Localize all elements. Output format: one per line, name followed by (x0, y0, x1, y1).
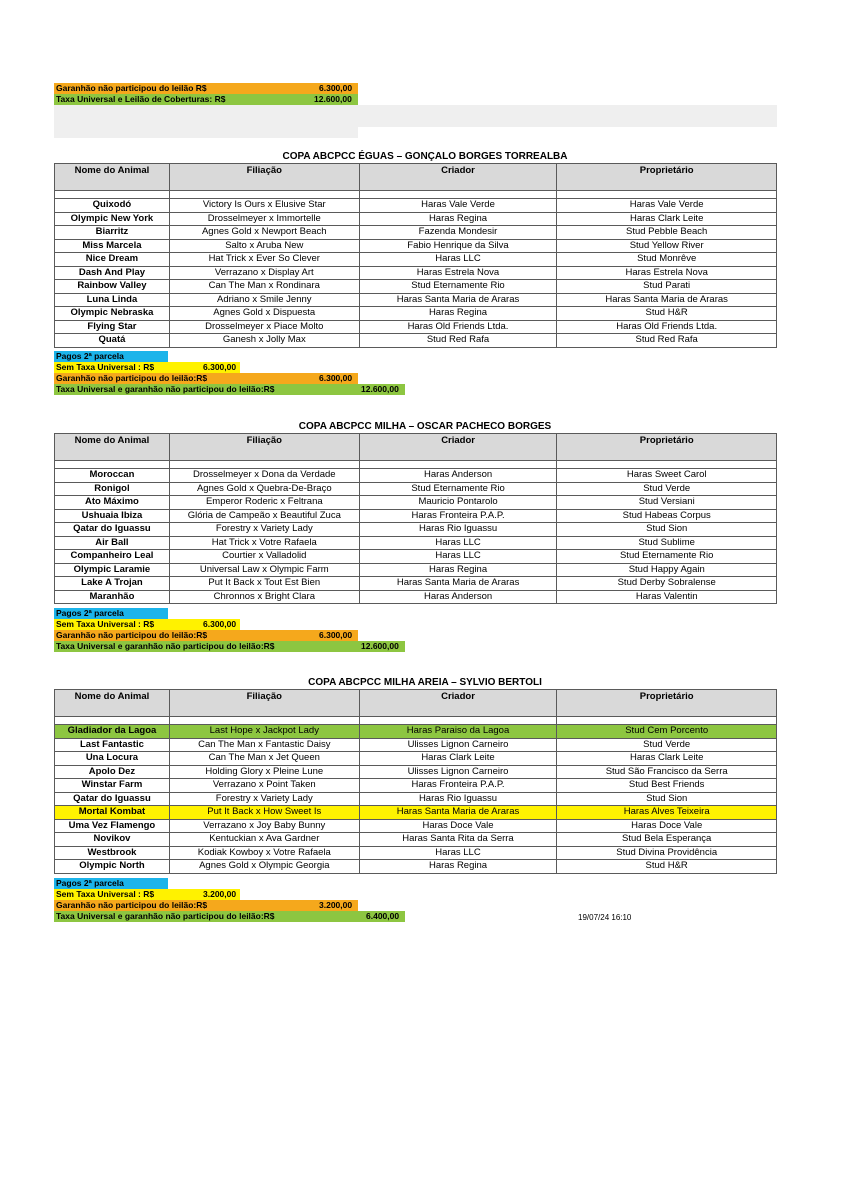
criador-cell: Haras Clark Leite (359, 752, 557, 766)
top-taxa-row (54, 94, 358, 105)
animal-name-cell: Miss Marcela (55, 239, 170, 253)
filiacao-cell: Hat Trick x Ever So Clever (169, 253, 359, 267)
table-row (55, 792, 777, 806)
table-row (55, 536, 777, 550)
top-garanhao-label: Garanhão não participou do leilão R$ (56, 83, 207, 93)
section-title-milha: COPA ABCPCC MILHA – OSCAR PACHECO BORGES (298, 421, 552, 432)
proprietario-cell: Haras Clark Leite (557, 212, 777, 226)
table-row (55, 320, 777, 334)
animal-name-cell: Uma Vez Flamengo (55, 819, 170, 833)
animal-name-cell: Olympic Laramie (55, 563, 170, 577)
filiacao-cell: Glória de Campeão x Beautiful Zuca (169, 509, 359, 523)
table-row (55, 846, 777, 860)
table-row (55, 293, 777, 307)
table-row (55, 833, 777, 847)
table-row (55, 199, 777, 213)
proprietario-cell: Stud Sion (557, 792, 777, 806)
filiacao-cell: Put It Back x Tout Est Bien (169, 577, 359, 591)
proprietario-cell: Stud H&R (557, 860, 777, 874)
filiacao-cell: Ganesh x Jolly Max (169, 334, 359, 348)
filiacao-cell: Adriano x Smile Jenny (169, 293, 359, 307)
spacer-row (55, 717, 777, 725)
criador-cell: Haras Paraiso da Lagoa (359, 725, 557, 739)
proprietario-cell: Stud Yellow River (557, 239, 777, 253)
criador-cell: Haras Regina (359, 307, 557, 321)
filiacao-cell: Can The Man x Fantastic Daisy (169, 738, 359, 752)
table-row (55, 239, 777, 253)
table-row (55, 280, 777, 294)
proprietario-cell: Stud Pebble Beach (557, 226, 777, 240)
table-row (55, 523, 777, 537)
table-row (55, 590, 777, 604)
filiacao-cell: Agnes Gold x Dispuesta (169, 307, 359, 321)
legend-sem-taxa: Sem Taxa Universal : R$ 3.200,00 (54, 889, 240, 900)
legend-garanhao: Garanhão não participou do leilão:R$ 3.200,00 (54, 900, 358, 911)
filiacao-cell: Last Hope x Jackpot Lady (169, 725, 359, 739)
animal-name-cell: Companheiro Leal (55, 550, 170, 564)
proprietario-cell: Stud Cem Porcento (557, 725, 777, 739)
filiacao-cell: Drosselmeyer x Immortelle (169, 212, 359, 226)
criador-cell: Haras LLC (359, 253, 557, 267)
table-row (55, 563, 777, 577)
filiacao-cell: Can The Man x Jet Queen (169, 752, 359, 766)
col-header-name: Nome do Animal (55, 164, 170, 191)
criador-cell: Ulisses Lignon Carneiro (359, 738, 557, 752)
animal-name-cell: Ronigol (55, 482, 170, 496)
timestamp: 19/07/24 16:10 (578, 913, 632, 922)
criador-cell: Haras Regina (359, 563, 557, 577)
table-row (55, 266, 777, 280)
col-header-filiacao: Filiação (169, 164, 359, 191)
criador-cell: Haras Santa Maria de Araras (359, 577, 557, 591)
animal-name-cell: Novikov (55, 833, 170, 847)
proprietario-cell: Stud Derby Sobralense (557, 577, 777, 591)
filiacao-cell: Can The Man x Rondinara (169, 280, 359, 294)
table-row (55, 334, 777, 348)
criador-cell: Haras Regina (359, 860, 557, 874)
proprietario-cell: Stud Verde (557, 738, 777, 752)
animal-name-cell: Luna Linda (55, 293, 170, 307)
proprietario-cell: Haras Vale Verde (557, 199, 777, 213)
table-row (55, 779, 777, 793)
criador-cell: Fabio Henrique da Silva (359, 239, 557, 253)
table-row (55, 752, 777, 766)
proprietario-cell: Stud Divina Providência (557, 846, 777, 860)
col-header-proprietario: Proprietário (557, 164, 777, 191)
top-garanhao-value: 6.300,00 (319, 83, 353, 93)
legend-pagos: Pagos 2ª parcela (54, 608, 168, 619)
legend-garanhao: Garanhão não participou do leilão:R$ 6.300,00 (54, 373, 358, 384)
animal-name-cell: Ushuaia Ibiza (55, 509, 170, 523)
criador-cell: Haras Old Friends Ltda. (359, 320, 557, 334)
table-row (55, 577, 777, 591)
legend-pagos: Pagos 2ª parcela (54, 878, 168, 889)
filiacao-cell: Forestry x Variety Lady (169, 792, 359, 806)
criador-cell: Haras Fronteira P.A.P. (359, 509, 557, 523)
animal-name-cell: Rainbow Valley (55, 280, 170, 294)
animal-name-cell: Air Ball (55, 536, 170, 550)
criador-cell: Haras Doce Vale (359, 819, 557, 833)
col-header-name: Nome do Animal (55, 690, 170, 717)
table-row (55, 806, 777, 820)
legend-garanhao: Garanhão não participou do leilão:R$ 6.300,00 (54, 630, 358, 641)
criador-cell: Stud Red Rafa (359, 334, 557, 348)
legend-taxa: Taxa Universal e garanhão não participou do leilão:R$ 6.400,00 (54, 911, 405, 922)
animal-name-cell: Lake A Trojan (55, 577, 170, 591)
proprietario-cell: Stud Sublime (557, 536, 777, 550)
proprietario-cell: Stud Eternamente Rio (557, 550, 777, 564)
col-header-proprietario: Proprietário (557, 690, 777, 717)
criador-cell: Fazenda Mondesir (359, 226, 557, 240)
criador-cell: Haras Estrela Nova (359, 266, 557, 280)
col-header-name: Nome do Animal (55, 434, 170, 461)
table-row (55, 226, 777, 240)
proprietario-cell: Stud Verde (557, 482, 777, 496)
table-eguas (54, 163, 777, 348)
col-header-criador: Criador (359, 690, 557, 717)
top-taxa-label: Taxa Universal e Leilão de Coberturas: R$ (56, 94, 226, 104)
criador-cell: Haras LLC (359, 536, 557, 550)
proprietario-cell: Stud São Francisco da Serra (557, 765, 777, 779)
proprietario-cell: Haras Clark Leite (557, 752, 777, 766)
filiacao-cell: Hat Trick x Votre Rafaela (169, 536, 359, 550)
criador-cell: Haras LLC (359, 550, 557, 564)
filiacao-cell: Verrazano x Point Taken (169, 779, 359, 793)
table-row (55, 765, 777, 779)
animal-name-cell: Dash And Play (55, 266, 170, 280)
filiacao-cell: Verrazano x Display Art (169, 266, 359, 280)
filiacao-cell: Put It Back x How Sweet Is (169, 806, 359, 820)
animal-name-cell: Quatá (55, 334, 170, 348)
criador-cell: Ulisses Lignon Carneiro (359, 765, 557, 779)
proprietario-cell: Stud Monrêve (557, 253, 777, 267)
filiacao-cell: Courtier x Valladolid (169, 550, 359, 564)
animal-name-cell: Ato Máximo (55, 496, 170, 510)
proprietario-cell: Haras Sweet Carol (557, 469, 777, 483)
criador-cell: Haras Santa Maria de Araras (359, 293, 557, 307)
table-row (55, 307, 777, 321)
proprietario-cell: Haras Old Friends Ltda. (557, 320, 777, 334)
filiacao-cell: Victory Is Ours x Elusive Star (169, 199, 359, 213)
animal-name-cell: Moroccan (55, 469, 170, 483)
animal-name-cell: Olympic North (55, 860, 170, 874)
criador-cell: Haras Rio Iguassu (359, 792, 557, 806)
filiacao-cell: Kentuckian x Ava Gardner (169, 833, 359, 847)
proprietario-cell: Haras Alves Teixeira (557, 806, 777, 820)
animal-name-cell: Maranhão (55, 590, 170, 604)
criador-cell: Haras Regina (359, 212, 557, 226)
filiacao-cell: Kodiak Kowboy x Votre Rafaela (169, 846, 359, 860)
animal-name-cell: Biarritz (55, 226, 170, 240)
filiacao-cell: Agnes Gold x Quebra-De-Braço (169, 482, 359, 496)
legend-taxa: Taxa Universal e garanhão não participou do leilão:R$ 12.600,00 (54, 384, 405, 395)
criador-cell: Haras Santa Rita da Serra (359, 833, 557, 847)
legend-sem-taxa: Sem Taxa Universal : R$ 6.300,00 (54, 362, 240, 373)
top-garanhao-row (54, 83, 358, 94)
proprietario-cell: Haras Doce Vale (557, 819, 777, 833)
animal-name-cell: Gladiador da Lagoa (55, 725, 170, 739)
filiacao-cell: Verrazano x Joy Baby Bunny (169, 819, 359, 833)
filiacao-cell: Salto x Aruba New (169, 239, 359, 253)
col-header-proprietario: Proprietário (557, 434, 777, 461)
animal-name-cell: Flying Star (55, 320, 170, 334)
filiacao-cell: Emperor Roderic x Feltrana (169, 496, 359, 510)
criador-cell: Haras Anderson (359, 590, 557, 604)
criador-cell: Haras Fronteira P.A.P. (359, 779, 557, 793)
criador-cell: Stud Eternamente Rio (359, 280, 557, 294)
table-milha-areia (54, 689, 777, 874)
col-header-criador: Criador (359, 434, 557, 461)
proprietario-cell: Haras Valentin (557, 590, 777, 604)
animal-name-cell: Apolo Dez (55, 765, 170, 779)
filiacao-cell: Agnes Gold x Olympic Georgia (169, 860, 359, 874)
criador-cell: Stud Eternamente Rio (359, 482, 557, 496)
proprietario-cell: Stud Habeas Corpus (557, 509, 777, 523)
col-header-criador: Criador (359, 164, 557, 191)
top-taxa-value: 12.600,00 (314, 94, 352, 104)
proprietario-cell: Haras Estrela Nova (557, 266, 777, 280)
filiacao-cell: Agnes Gold x Newport Beach (169, 226, 359, 240)
proprietario-cell: Stud Sion (557, 523, 777, 537)
table-row (55, 482, 777, 496)
grey-band-wide (54, 105, 777, 127)
proprietario-cell: Haras Santa Maria de Araras (557, 293, 777, 307)
animal-name-cell: Westbrook (55, 846, 170, 860)
proprietario-cell: Stud Red Rafa (557, 334, 777, 348)
proprietario-cell: Stud Happy Again (557, 563, 777, 577)
filiacao-cell: Forestry x Variety Lady (169, 523, 359, 537)
animal-name-cell: Last Fantastic (55, 738, 170, 752)
table-row (55, 550, 777, 564)
table-row (55, 212, 777, 226)
legend-sem-taxa: Sem Taxa Universal : R$ 6.300,00 (54, 619, 240, 630)
animal-name-cell: Nice Dream (55, 253, 170, 267)
spacer-row (55, 461, 777, 469)
animal-name-cell: Winstar Farm (55, 779, 170, 793)
filiacao-cell: Holding Glory x Pleine Lune (169, 765, 359, 779)
animal-name-cell: Olympic Nebraska (55, 307, 170, 321)
table-row (55, 738, 777, 752)
legend-taxa: Taxa Universal e garanhão não participou do leilão:R$ 12.600,00 (54, 641, 405, 652)
proprietario-cell: Stud Best Friends (557, 779, 777, 793)
filiacao-cell: Chronnos x Bright Clara (169, 590, 359, 604)
section-title-milha-areia: COPA ABCPCC MILHA AREIA – SYLVIO BERTOLI (308, 677, 542, 688)
criador-cell: Mauricio Pontarolo (359, 496, 557, 510)
table-row (55, 496, 777, 510)
table-row (55, 725, 777, 739)
criador-cell: Haras Santa Maria de Araras (359, 806, 557, 820)
filiacao-cell: Drosselmeyer x Dona da Verdade (169, 469, 359, 483)
table-row (55, 509, 777, 523)
criador-cell: Haras Anderson (359, 469, 557, 483)
animal-name-cell: Qatar do Iguassu (55, 792, 170, 806)
animal-name-cell: Mortal Kombat (55, 806, 170, 820)
criador-cell: Haras Rio Iguassu (359, 523, 557, 537)
section-title-eguas: COPA ABCPCC ÉGUAS – GONÇALO BORGES TORREALBA (282, 151, 568, 162)
animal-name-cell: Olympic New York (55, 212, 170, 226)
filiacao-cell: Universal Law x Olympic Farm (169, 563, 359, 577)
table-milha (54, 433, 777, 604)
table-row (55, 819, 777, 833)
spacer-row (55, 191, 777, 199)
proprietario-cell: Stud H&R (557, 307, 777, 321)
proprietario-cell: Stud Parati (557, 280, 777, 294)
col-header-filiacao: Filiação (169, 434, 359, 461)
criador-cell: Haras LLC (359, 846, 557, 860)
grey-band-narrow (54, 127, 358, 138)
legend-pagos: Pagos 2ª parcela (54, 351, 168, 362)
proprietario-cell: Stud Versiani (557, 496, 777, 510)
table-row (55, 253, 777, 267)
table-row (55, 469, 777, 483)
table-row (55, 860, 777, 874)
animal-name-cell: Quixodó (55, 199, 170, 213)
proprietario-cell: Stud Bela Esperança (557, 833, 777, 847)
col-header-filiacao: Filiação (169, 690, 359, 717)
filiacao-cell: Drosselmeyer x Piace Molto (169, 320, 359, 334)
animal-name-cell: Una Locura (55, 752, 170, 766)
animal-name-cell: Qatar do Iguassu (55, 523, 170, 537)
criador-cell: Haras Vale Verde (359, 199, 557, 213)
